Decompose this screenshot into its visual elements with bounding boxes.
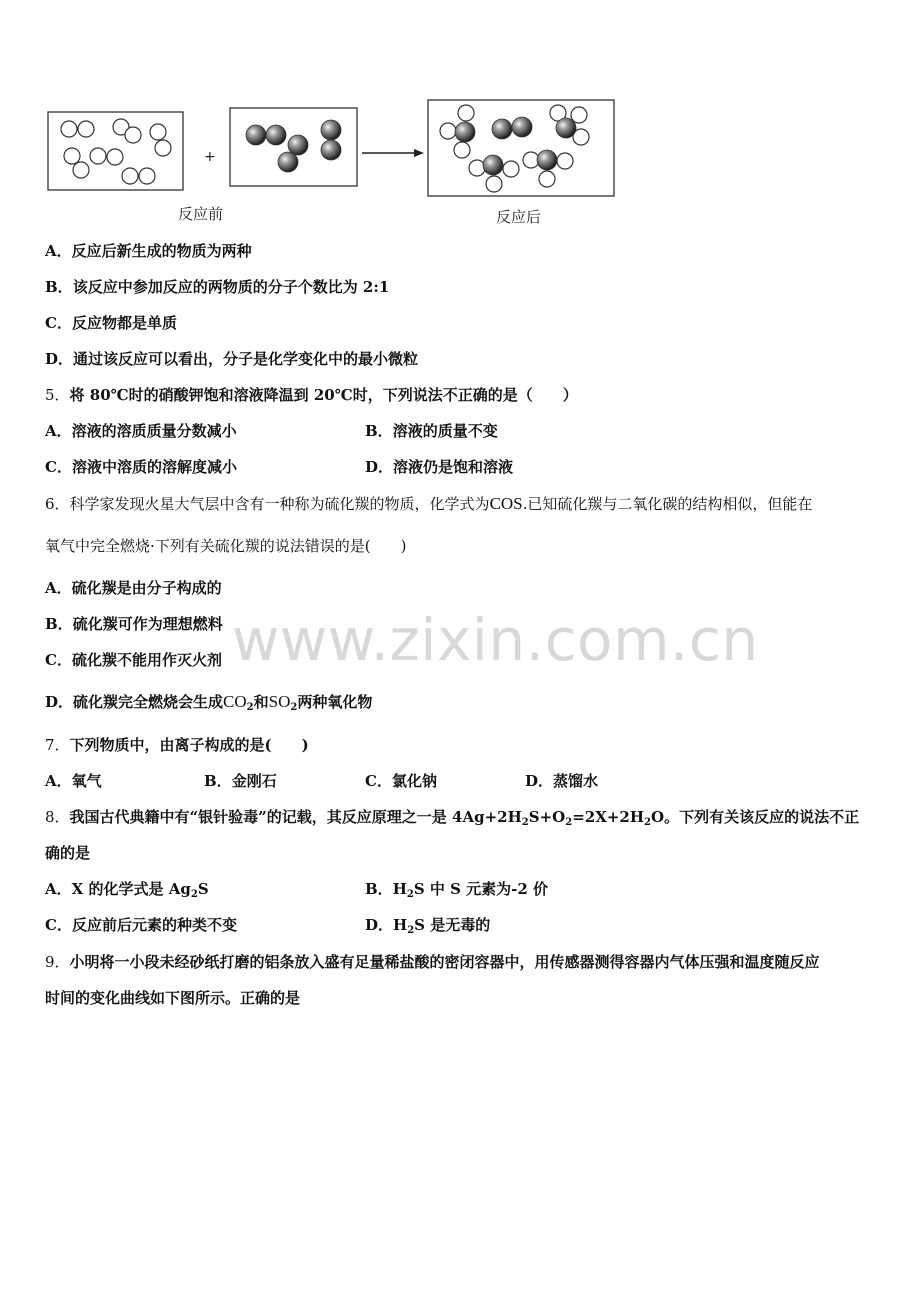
q7-option-c[interactable]: C．氯化钠: [365, 772, 437, 790]
q9-stem-line1: 9．小明将一小段未经砂纸打磨的铝条放入盛有足量稀盐酸的密闭容器中，用传感器测得容器内气体压强和温度随反应: [45, 953, 820, 971]
q9-stem-line2: 时间的变化曲线如下图所示。正确的是: [45, 989, 301, 1007]
q7-option-d[interactable]: D．蒸馏水: [525, 772, 599, 790]
q7-option-b[interactable]: B．金刚石: [204, 772, 277, 790]
q8-option-d[interactable]: D．$H_2S$ 是无毒的: [365, 916, 491, 936]
q5-option-a[interactable]: A．溶液的溶质质量分数减小: [45, 422, 237, 440]
q6-option-a[interactable]: A．硫化羰是由分子构成的: [45, 579, 222, 597]
q8-option-b[interactable]: B．$H_2S$ 中 S 元素为-2 价: [365, 880, 549, 900]
q6-option-c[interactable]: C．硫化羰不能用作灭火剂: [45, 651, 222, 669]
q5-option-c[interactable]: C．溶液中溶质的溶解度减小: [45, 458, 237, 476]
q8-stem-line1: 8．我国古代典籍中有“银针验毒”的记载，其反应原理之一是 $4Ag+2H_2S+O_2=2X+2H_2O$。下列有关该反应的说法不正: [45, 808, 860, 828]
q7-stem: 7．下列物质中，由离子构成的是( ): [45, 736, 309, 754]
q8-option-a[interactable]: A．X 的化学式是 $Ag_2S$: [45, 880, 209, 900]
q5-option-d[interactable]: D．溶液仍是饱和溶液: [365, 458, 514, 476]
caption-after: 反应后: [496, 208, 542, 226]
q4-option-a[interactable]: A．反应后新生成的物质为两种: [45, 242, 252, 260]
reactant-box-dark-molecules: [230, 108, 357, 186]
q7-option-a[interactable]: A．氧气: [45, 772, 102, 790]
product-box-molecules: [428, 100, 614, 196]
q6-stem-line2: 氧气中完全燃烧·下列有关硫化羰的说法错误的是( ): [45, 537, 407, 555]
plus-sign: +: [204, 149, 216, 165]
q6-option-b[interactable]: B．硫化羰可作为理想燃料: [45, 615, 223, 633]
q5-option-b[interactable]: B．溶液的质量不变: [365, 422, 498, 440]
q4-option-c[interactable]: C．反应物都是单质: [45, 314, 177, 332]
q8-option-c[interactable]: C．反应前后元素的种类不变: [45, 916, 237, 934]
q4-option-d[interactable]: D．通过该反应可以看出，分子是化学变化中的最小微粒: [45, 350, 419, 368]
reaction-arrow: [362, 149, 424, 157]
q4-option-b[interactable]: B．该反应中参加反应的两物质的分子个数比为 2:1: [45, 278, 390, 296]
reactant-box-white-molecules: [48, 112, 183, 190]
watermark: www.zixin.com.cn: [232, 606, 759, 674]
q5-stem: 5．将 80℃时的硝酸钾饱和溶液降温到 20℃时，下列说法不正确的是（ ）: [45, 386, 578, 404]
q6-stem-line1: 6．科学家发现火星大气层中含有一种称为硫化羰的物质，化学式为COS.已知硫化羰与二氧化碳的结构相似，但能在: [45, 494, 813, 513]
caption-before: 反应前: [178, 205, 224, 223]
q8-stem-line2: 确的是: [45, 844, 91, 862]
reaction-figure: [0, 0, 920, 235]
q6-option-d[interactable]: D．硫化羰完全燃烧会生成$CO_2$和$SO_2$两种氧化物: [45, 692, 373, 713]
